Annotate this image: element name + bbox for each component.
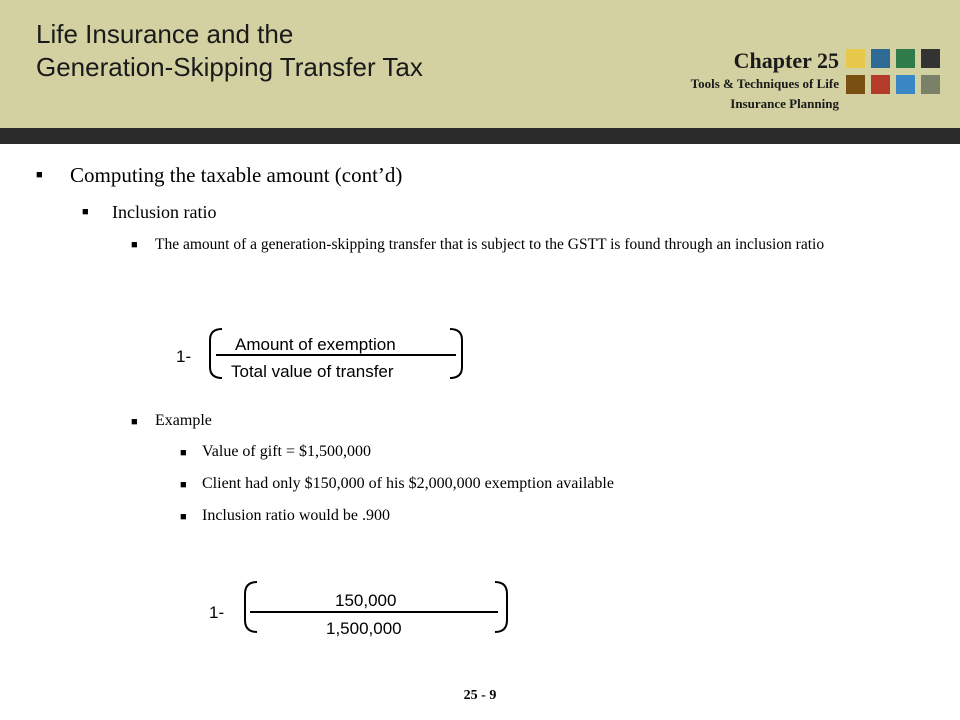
chapter-subtitle-line-2: Insurance Planning bbox=[730, 96, 839, 111]
slide-title bbox=[36, 18, 423, 84]
square-dark bbox=[921, 49, 940, 68]
bullet-1-text: Computing the taxable amount (cont’d) bbox=[70, 163, 403, 187]
chapter-subtitle-line-1: Tools & Techniques of Life bbox=[690, 76, 839, 91]
formula-2-numerator: 150,000 bbox=[335, 591, 397, 610]
square-light-blue bbox=[896, 75, 915, 94]
chapter-number: Chapter 25 bbox=[733, 48, 839, 73]
square-gray bbox=[921, 75, 940, 94]
square-brown bbox=[846, 75, 865, 94]
example-label-row bbox=[131, 410, 212, 432]
example-item bbox=[180, 473, 614, 495]
square-yellow bbox=[846, 49, 865, 68]
bullet-square-icon: ■ bbox=[82, 206, 89, 218]
example-item bbox=[180, 441, 371, 463]
formula-2-left-bracket bbox=[245, 582, 257, 632]
square-blue bbox=[871, 49, 890, 68]
bullet-square-icon: ■ bbox=[180, 511, 187, 523]
bullet-square-icon: ■ bbox=[180, 479, 187, 491]
example-item-text: Value of gift = $1,500,000 bbox=[202, 443, 371, 460]
header-divider-bar bbox=[0, 128, 960, 144]
bullet-level-2 bbox=[82, 200, 216, 224]
bullet-square-icon: ■ bbox=[180, 447, 187, 459]
example-item-text: Client had only $150,000 of his $2,000,000 exemption available bbox=[202, 475, 614, 492]
bullet-square-icon: ■ bbox=[131, 416, 138, 428]
color-squares-logo bbox=[846, 49, 942, 95]
title-line-1: Life Insurance and the bbox=[36, 19, 294, 49]
example-item bbox=[180, 505, 390, 527]
formula-1-denominator: Total value of transfer bbox=[231, 362, 394, 381]
formula-1-left-bracket bbox=[210, 329, 222, 378]
bullet-level-3 bbox=[131, 232, 931, 258]
example-label: Example bbox=[155, 412, 212, 429]
formula-2-denominator: 1,500,000 bbox=[326, 619, 402, 638]
bullet-square-icon: ■ bbox=[36, 169, 43, 181]
bullet-square-icon: ■ bbox=[131, 239, 138, 251]
formula-2-right-bracket bbox=[495, 582, 507, 632]
square-green bbox=[896, 49, 915, 68]
bullet-2-text: Inclusion ratio bbox=[112, 202, 217, 222]
title-line-2: Generation-Skipping Transfer Tax bbox=[36, 52, 423, 82]
example-item-text: Inclusion ratio would be .900 bbox=[202, 507, 390, 524]
bullet-3-text: The amount of a generation-skipping transfer that is subject to the GSTT is found through an inclusion ratio bbox=[155, 236, 825, 253]
formula-2-prefix: 1- bbox=[209, 603, 225, 622]
formula-1-prefix: 1- bbox=[176, 347, 192, 366]
bullet-level-1 bbox=[36, 162, 402, 188]
square-red bbox=[871, 75, 890, 94]
chapter-block bbox=[691, 48, 839, 114]
formula-1-right-bracket bbox=[450, 329, 462, 378]
page-number: 25 - 9 bbox=[463, 688, 497, 703]
formula-1-numerator: Amount of exemption bbox=[235, 335, 396, 354]
